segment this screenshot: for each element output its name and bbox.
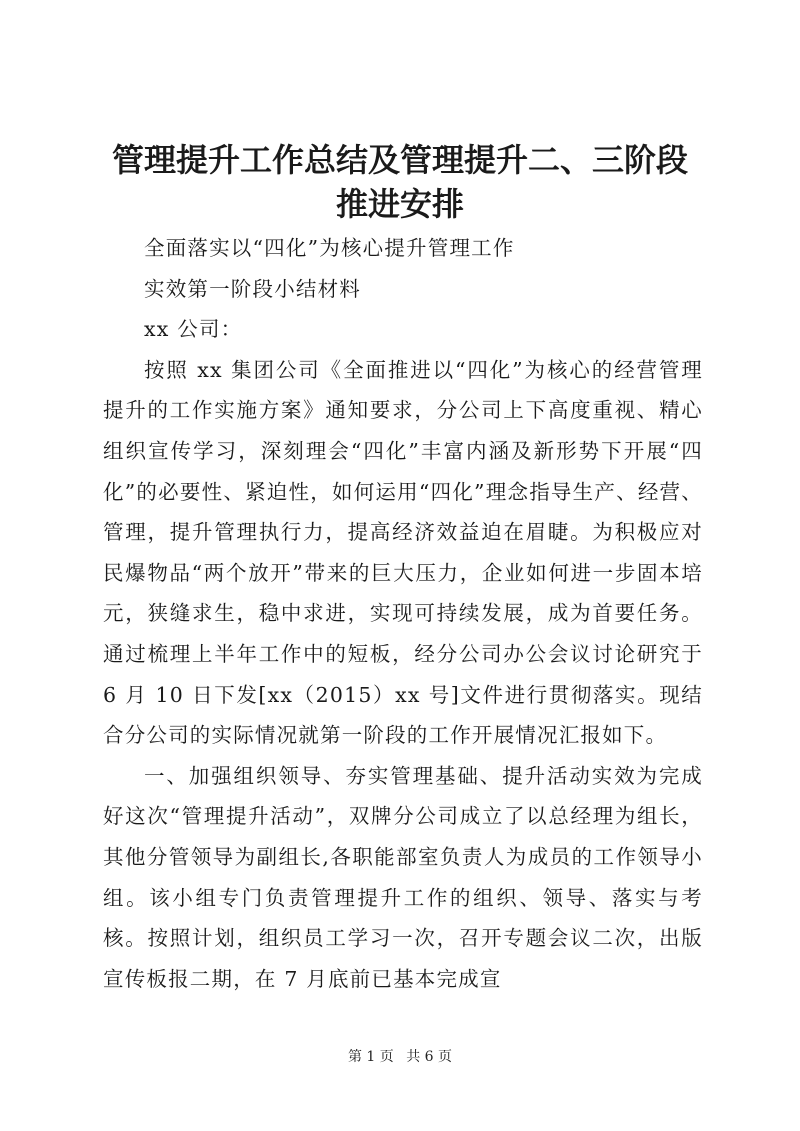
page-number: 第 1 页 (347, 1049, 394, 1065)
page-footer (0, 1047, 800, 1067)
page-total: 共 6 页 (406, 1049, 453, 1065)
body-paragraph: 一、加强组织领导、夯实管理基础、提升活动实效为完成好这次“管理提升活动”，双牌分公司成立了以总经理为组长，其他分管领导为副组长,各职能部室负责人为成员的工作领导小组。该小组专门负责管理提升工作的组织、领导、落实与考核。按照计划，组织员工学习一次，召开专题会议二次，出版宣传板报二期，在 7 月底前已基本完成宣 (103, 763, 703, 991)
subtitle-line-1: 全面落实以“四化”为核心提升管理工作 (144, 236, 515, 260)
document-body (103, 228, 703, 999)
salutation: xx 公司： (144, 317, 243, 342)
document-title: 管理提升工作总结及管理提升二、三阶段推进安排 (111, 141, 688, 223)
subtitle-line-2: 实效第一阶段小结材料 (144, 276, 361, 301)
body-paragraph: 按照 xx 集团公司《全面推进以“四化”为核心的经营管理提升的工作实施方案》通知要求，分公司上下高度重视、精心组织宣传学习，深刻理会“四化”丰富内涵及新形势下开展“四化”的必要性、紧迫性，如何运用“四化”理念指导生产、经营、管理，提升管理执行力，提高经济效益迫在眉睫。为积极应对民爆物品“两个放开”带来的巨大压力，企业如何进一步固本培元，狭缝求生，稳中求进，实现可持续发展，成为首要任务。通过梳理上半年工作中的短板，经分公司办公会议讨论研究于 6 月 10 日下发[xx（2015）xx 号]文件进行贯彻落实。现结合分公司的实际情况就第一阶段的工作开展情况汇报如下。 (103, 357, 703, 748)
